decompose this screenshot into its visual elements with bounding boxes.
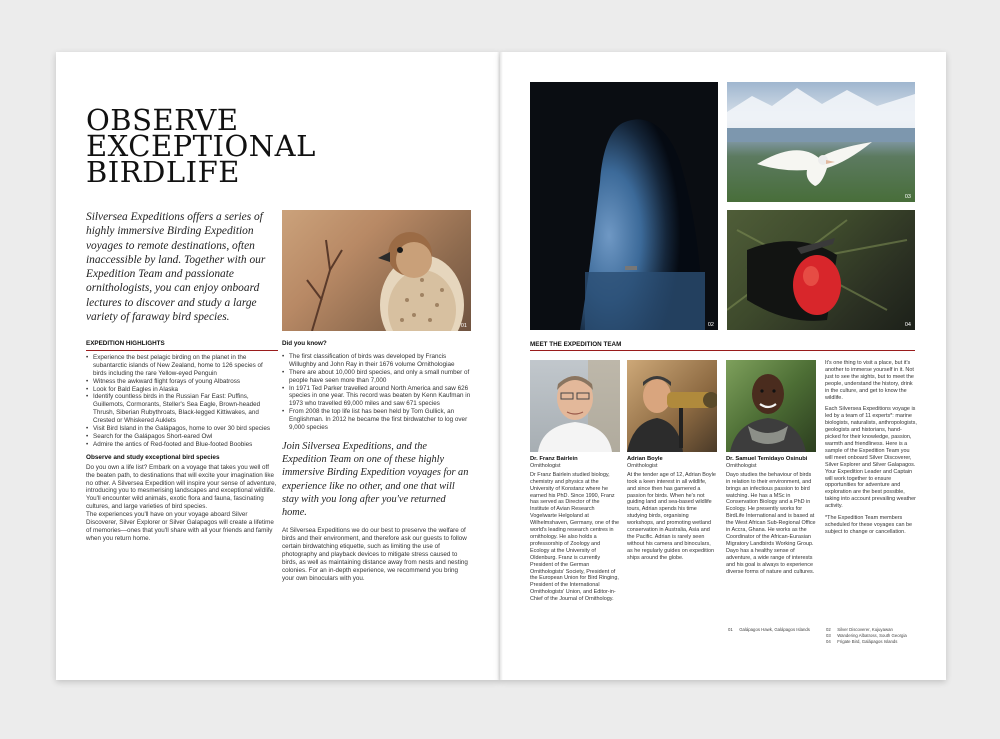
list-item: • From 2008 the top life list has been held by Tom Gullick, an Englishman. In 2012 he became the first birdwatcher to log over 9,000 species [282,408,472,432]
member-bio: Dayo studies the behaviour of birds in relation to their environment, and brings an infectious passion to bird watching. He has a MSc in Conservation Biology and a PhD in Ecology. He presently works for BirdLife International and is based at the West African Sub-Regional Office in Accra, Ghana. He works as the Coordinator of the African-Eurasian Migratory Landbirds Working Group. Dayo has a healthy sense of adventure, a wide range of interests and his goal is always to experience diverse forms of nature and cultures. [726,471,816,575]
person-illustration [726,360,816,452]
person-illustration [530,360,620,452]
highlights-heading: EXPEDITION HIGHLIGHTS [86,340,278,351]
title-line: BIRDLIFE [86,155,240,189]
list-item: • Experience the best pelagic birding on the planet in the subantarctic islands of New Zealand, home to 126 species of birds including the rare Yellow-eyed Penguin [86,354,278,378]
member-name: Adrian Boyle [627,456,663,462]
list-item: • Identify countless birds in the Russian Far East: Puffins, Guillemots, Cormorants, Steller's Sea Eagle, Brown-headed Thrush, Siberian Rubythroats, Black-legged Kittiwakes, and Crested or Whiskered Auklets [86,393,278,425]
intro-text: Silversea Expeditions offers a series of highly immersive Birding Expedition voyages to remote destinations, often inaccessible by land. Together with our Expedition Team and passionate ornithologists, you can enjoy onboard lectures to discover and study a large variety of faraway bird species. [86,211,266,324]
albatross-photo [727,82,915,202]
team-footnote: *The Expedition Team members scheduled for these voyages can be subject to change or cancellation. [825,515,913,535]
list-item: • In 1971 Ted Parker travelled around North America and saw 626 species in one year. This record was beaten by Kenn Kaufman in 1973 who travelled 69,000 miles and saw 671 species [282,385,472,409]
bio-adrian-boyle [627,456,717,562]
title-line: OBSERVE [86,103,239,137]
team-intro-paragraph: It's one thing to visit a place, but it's another to immerse yourself in it. Not just to see the sights, but to meet the people, understand the history, drink in the culture, and get to know the wildlife. [825,360,914,401]
caption [728,627,818,633]
cave-photo [530,82,718,330]
portrait-adrian-boyle [627,360,717,452]
list-item: • The first classification of birds was developed by Francis Willughby and John Ray in their 1676 volume Ornithologiae [282,353,472,369]
frigate-photo [727,210,915,330]
left-page [56,52,500,680]
pull-quote: Join Silversea Expeditions, and the Expedition Team on one of these highly immersive Birding Expedition voyages for an experience like no other, and one that will stay with you long after you've returned home. [282,440,469,518]
hawk-illustration [282,210,471,331]
highlights-column [86,340,278,543]
member-role: Ornithologist [627,462,658,469]
list-item: • Admire the antics of Red-footed and Blue-footed Boobies [86,441,278,449]
hawk-photo [282,210,471,331]
frigate-illustration [727,210,915,330]
title-line: EXCEPTIONAL [86,129,316,163]
observe-heading: Observe and study exceptional bird species [86,453,220,461]
observe-paragraph: Do you own a life list? Embark on a voyage that takes you well off the beaten path, to destinations that will excite your imagination like no other. A Silversea Expedition will inspire your sense of adventure, introducing you to mesmerising landscapes and exceptional wildlife. You'll encounter wild animals, exotic flora and fauna, fascinating cultures, and large varieties of bird species. [86,463,277,511]
did-you-know-heading: Did you know? [282,340,327,347]
caption-text: Silver Discoverer, Kujuyawan [837,627,893,632]
caption-number: 01 [728,627,733,632]
caption [826,639,926,645]
photo-number: 03 [904,194,911,200]
page-title [86,103,346,189]
team-heading: MEET THE EXPEDITION TEAM [530,341,915,351]
caption-text: Galápagos Hawk, Galápagos Islands [739,627,810,632]
person-illustration [627,360,717,452]
photo-number: 01 [460,323,467,329]
portrait-franz-bairlein [530,360,620,452]
team-intro-paragraph: Each Silversea Expeditions voyage is led by a team of 11 experts*: marine biologists, naturalists, anthropologists, geologists and historians, hand-picked for their knowledge, passion, warmth and friendliness. Here is a sample of the Expedition Team you will meet onboard Silver Discoverer, Silver Explorer and Silver Galapagos. Your Expedition Leader and Captain will work together to ensure opportunities for adventure and exploration are the best possible, taking into account prevailing weather activity. [825,406,917,510]
photo-captions-right [826,627,926,645]
photo-number: 04 [904,322,911,328]
member-bio: At the tender age of 12, Adrian Boyle took a keen interest in all wildlife, and since then has garnered a passion for birds. When he's not guiding land and sea-based wildlife tours, Adrian spends his time studying birds, organising workshops, and promoting wetland conservation in Australia, Asia and the Pacific. Adrian is rarely seen without his camera and binoculars, as he regularly guides on expedition ships around the globe. [627,471,716,561]
closing-paragraph: At Silversea Expeditions we do our best to preserve the welfare of birds and their environment, and therefore ask our guests to follow certain birdwatching etiquette, such as limiting the use of photography and playback devices to mitigate stress caused to birds, as well as maintaining distance away from nests and nesting colonies. For an in-depth experience, we recommend you bring your own binoculars with you. [282,527,468,582]
member-name: Dr. Franz Bairlein [530,456,578,462]
albatross-illustration [727,82,915,202]
caption-number: 02 [826,627,831,632]
caption-text: Wandering Albatross, South Georgia [837,633,907,638]
member-bio: Dr Franz Bairlein studied biology, chemistry and physics at the University of Konstanz where he earned his PhD. Since 1990, Franz has served as Director of the Institute of Avian Research Vogelwarte Helgoland at Wilhelmshaven, Germany, one of the world's leading research centres in ornithology. He also holds a professorship of Zoology and Ecology at the University of Oldenburg. Franz is currently President of the German Ornithologists' Society, President of the European Union for Bird Ringing, President of the International Ornithologists' Union, and Editor-in-Chief of the Journal of Ornithology. [530,471,620,603]
team-intro-column [825,360,917,541]
caption-number: 03 [826,633,831,638]
caption-number: 04 [826,639,831,644]
photo-number: 02 [707,322,714,328]
bio-samuel-osinubi [726,456,816,575]
observe-paragraph: The experiences you'll have on your voyage aboard Silver Discoverer, Silver Explorer or Silver Galapagos will create a lifetime of memories—ones that you'll share with all your friends and family when you return home. [86,511,274,542]
list-item: • Look for Bald Eagles in Alaska [86,386,278,394]
caption-text: Frigate Bird, Galápagos Islands [837,639,898,644]
member-role: Ornithologist [530,462,561,469]
did-you-know-column [282,340,472,583]
cave-illustration [530,82,718,330]
photo-captions-left [728,627,818,633]
member-name: Dr. Samuel Temidayo Osinubi [726,456,808,462]
list-item: • There are about 10,000 bird species, and only a small number of people have seen more than 7,000 [282,369,472,385]
bio-franz-bairlein [530,456,620,603]
list-item: • Search for the Galápagos Short-eared Owl [86,433,278,441]
highlights-list [86,354,278,449]
list-item: • Witness the awkward flight forays of young Albatross [86,378,278,386]
book-spine [497,52,503,680]
list-item: • Visit Bird Island in the Galápagos, home to over 30 bird species [86,425,278,433]
portrait-samuel-osinubi [726,360,816,452]
member-role: Ornithologist [726,462,757,469]
right-page [500,52,946,680]
did-you-know-list [282,353,472,432]
